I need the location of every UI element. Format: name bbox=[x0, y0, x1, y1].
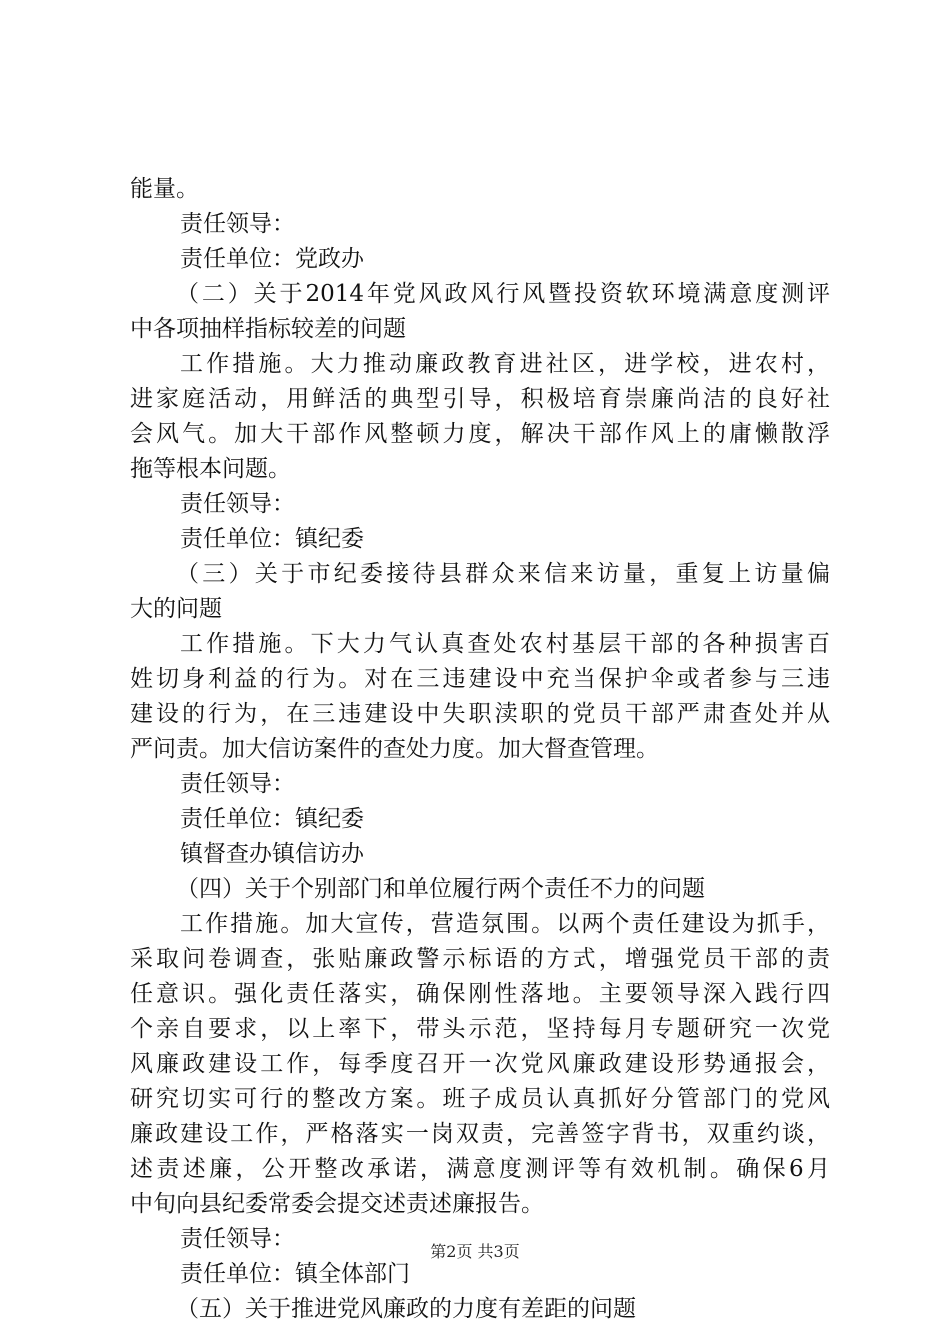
text-line: 工作措施。下大力气认真查处农村基层干部的各种损害百 bbox=[180, 631, 830, 657]
text-line: 责任单位：镇全体部门 bbox=[180, 1261, 410, 1287]
text-line: 责任领导： bbox=[180, 491, 295, 517]
text-line: 建设的行为，在三违建设中失职渎职的党员干部严肃查处并从 bbox=[130, 701, 830, 727]
text-line: 中各项抽样指标较差的问题 bbox=[130, 316, 406, 342]
text-line: 任意识。强化责任落实，确保刚性落地。主要领导深入践行四 bbox=[130, 981, 830, 1007]
text-line: 中旬向县纪委常委会提交述责述廉报告。 bbox=[130, 1191, 544, 1217]
text-line: 能量。 bbox=[130, 176, 199, 202]
text-line: 个亲自要求，以上率下，带头示范，坚持每月专题研究一次党 bbox=[130, 1016, 830, 1042]
text-line: 责任单位：镇纪委 bbox=[180, 806, 364, 832]
text-line: 采取问卷调查，张贴廉政警示标语的方式，增强党员干部的责 bbox=[130, 946, 830, 972]
text-line: 大的问题 bbox=[130, 596, 222, 622]
text-line: 工作措施。加大宣传，营造氛围。以两个责任建设为抓手， bbox=[180, 911, 830, 937]
page-number-indicator: 第2页 共3页 bbox=[430, 1242, 520, 1261]
text-line: 拖等根本问题。 bbox=[130, 456, 291, 482]
text-line: 研究切实可行的整改方案。班子成员认真抓好分管部门的党风 bbox=[130, 1086, 830, 1112]
text-line: 责任领导： bbox=[180, 211, 295, 237]
text-line: 会风气。加大干部作风整顿力度，解决干部作风上的庸懒散浮 bbox=[130, 421, 830, 447]
text-line: 责任单位：镇纪委 bbox=[180, 526, 364, 552]
text-line: 述责述廉，公开整改承诺，满意度测评等有效机制。确保6月 bbox=[130, 1156, 830, 1182]
text-line: 责任领导： bbox=[180, 771, 295, 797]
text-line: 廉政建设工作，严格落实一岗双责，完善签字背书，双重约谈， bbox=[130, 1121, 830, 1147]
text-line: 风廉政建设工作，每季度召开一次党风廉政建设形势通报会， bbox=[130, 1051, 830, 1077]
text-line: 责任单位：党政办 bbox=[180, 246, 364, 272]
text-line: 镇督查办镇信访办 bbox=[180, 841, 364, 867]
text-line: （四）关于个别部门和单位履行两个责任不力的问题 bbox=[176, 876, 705, 902]
document-body bbox=[130, 172, 830, 1327]
text-line: 严问责。加大信访案件的查处力度。加大督查管理。 bbox=[130, 736, 659, 762]
text-line: （五）关于推进党风廉政的力度有差距的问题 bbox=[176, 1296, 636, 1322]
text-line: 工作措施。大力推动廉政教育进社区，进学校，进农村， bbox=[180, 351, 830, 377]
text-line: 姓切身利益的行为。对在三违建设中充当保护伞或者参与三违 bbox=[130, 666, 830, 692]
text-line: 进家庭活动，用鲜活的典型引导，积极培育崇廉尚洁的良好社 bbox=[130, 386, 830, 412]
text-line: （三）关于市纪委接待县群众来信来访量，重复上访量偏 bbox=[176, 561, 830, 587]
text-line: 责任领导： bbox=[180, 1226, 295, 1252]
page-footer bbox=[0, 1240, 950, 1264]
text-line: （二）关于2014年党风政风行风暨投资软环境满意度测评 bbox=[176, 281, 830, 307]
